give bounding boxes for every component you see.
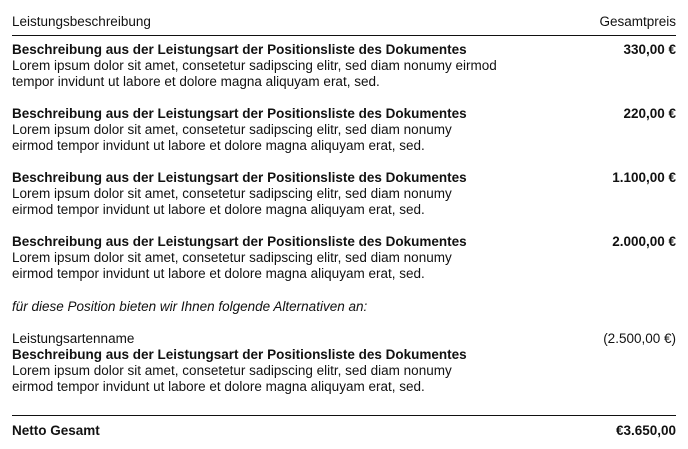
total-divider — [12, 415, 676, 416]
net-total-label: Netto Gesamt — [12, 423, 100, 438]
item-title: Beschreibung aus der Leistungsart der Positionsliste des Dokumentes — [12, 347, 467, 362]
item-title: Beschreibung aus der Leistungsart der Positionsliste des Dokumentes — [12, 42, 467, 57]
description-column-header: Leistungsbeschreibung — [12, 14, 151, 29]
line-item — [12, 170, 676, 218]
alternative-price: (2.500,00 €) — [603, 331, 676, 346]
alternative-name: Leistungsartenname — [12, 331, 135, 346]
table-header — [12, 14, 676, 32]
alternatives-intro: für diese Position bieten wir Ihnen folgende Alternativen an: — [12, 299, 368, 314]
line-item — [12, 106, 676, 154]
item-title: Beschreibung aus der Leistungsart der Positionsliste des Dokumentes — [12, 234, 467, 249]
item-description-line: eirmod tempor invidunt ut labore et dolore magna aliquyam erat, sed. — [12, 138, 425, 153]
net-total-value: €3.650,00 — [615, 423, 676, 438]
alternative-item — [12, 331, 676, 395]
item-title: Beschreibung aus der Leistungsart der Positionsliste des Dokumentes — [12, 106, 467, 121]
line-item — [12, 42, 676, 90]
item-price: 330,00 € — [623, 42, 676, 57]
quote-document — [12, 0, 676, 449]
header-divider — [12, 35, 676, 36]
net-total-row — [12, 423, 676, 439]
item-description-line: tempor invidunt ut labore et dolore magna aliquyam erat, sed. — [12, 74, 380, 89]
item-price: 1.100,00 € — [612, 170, 676, 185]
item-description-line: Lorem ipsum dolor sit amet, consetetur sadipscing elitr, sed diam nonumy — [12, 250, 452, 265]
item-description-line: Lorem ipsum dolor sit amet, consetetur sadipscing elitr, sed diam nonumy — [12, 186, 452, 201]
item-description-line: eirmod tempor invidunt ut labore et dolore magna aliquyam erat, sed. — [12, 202, 425, 217]
line-item — [12, 234, 676, 282]
item-price: 220,00 € — [623, 106, 676, 121]
item-description-line: eirmod tempor invidunt ut labore et dolore magna aliquyam erat, sed. — [12, 266, 425, 281]
item-title: Beschreibung aus der Leistungsart der Positionsliste des Dokumentes — [12, 170, 467, 185]
item-description-line: eirmod tempor invidunt ut labore et dolore magna aliquyam erat, sed. — [12, 379, 425, 394]
item-description-line: Lorem ipsum dolor sit amet, consetetur sadipscing elitr, sed diam nonumy — [12, 363, 452, 378]
item-description-line: Lorem ipsum dolor sit amet, consetetur sadipscing elitr, sed diam nonumy eirmod — [12, 58, 497, 73]
item-price: 2.000,00 € — [612, 234, 676, 249]
price-column-header: Gesamtpreis — [599, 14, 676, 29]
item-description-line: Lorem ipsum dolor sit amet, consetetur sadipscing elitr, sed diam nonumy — [12, 122, 452, 137]
